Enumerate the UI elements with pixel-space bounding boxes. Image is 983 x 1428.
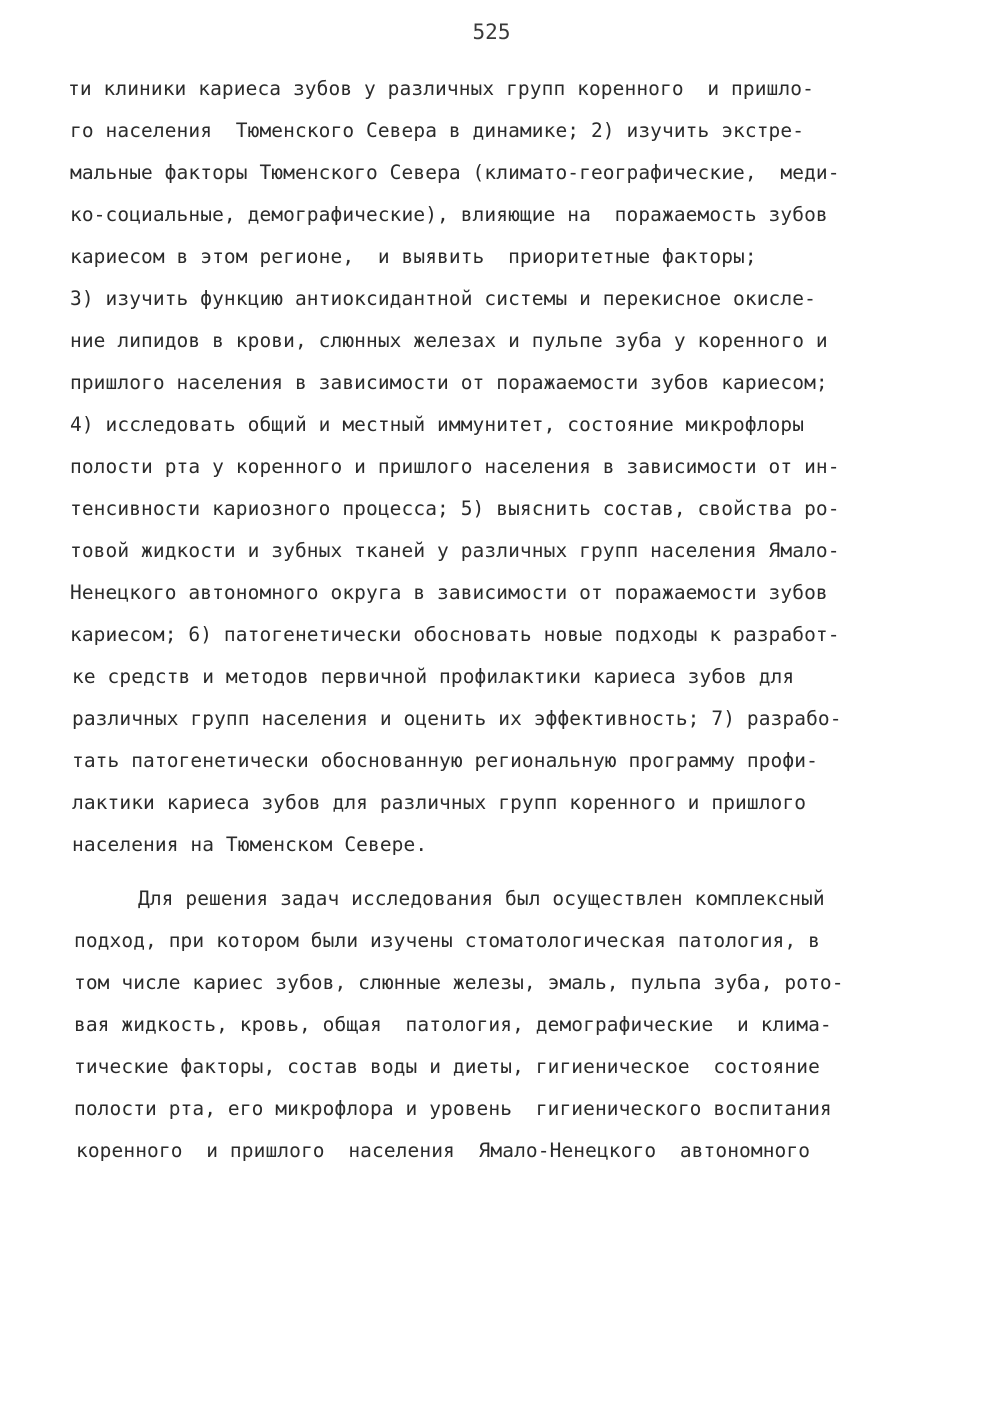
text-line: населения на Тюменском Севере. <box>72 833 428 856</box>
text-line: тать патогенетически обоснованную региональную программу профи- <box>72 749 818 772</box>
text-line: полости рта у коренного и пришлого населения в зависимости от ин- <box>70 455 840 478</box>
text-line: го населения Тюменского Севера в динамике; 2) изучить экстре- <box>70 119 805 142</box>
text-line: ке средств и методов первичной профилактики кариеса зубов для <box>72 665 795 688</box>
text-line: 4) исследовать общий и местный иммунитет, состояние микрофлоры <box>70 413 805 436</box>
text-line: полости рта, его микрофлора и уровень гигиенического воспитания <box>74 1097 832 1120</box>
text-line: пришлого населения в зависимости от поражаемости зубов кариесом; <box>70 371 828 394</box>
text-line: вая жидкость, кровь, общая патология, демографические и клима- <box>74 1013 832 1036</box>
text-line: 3) изучить функцию антиоксидантной системы и перекисное окисле- <box>70 287 816 310</box>
page-number: 525 <box>472 20 511 44</box>
text-line: тические факторы, состав воды и диеты, гигиеническое состояние <box>74 1055 820 1078</box>
text-line: различных групп населения и оценить их эффективность; 7) разрабо- <box>72 707 842 730</box>
text-line: лактики кариеса зубов для различных групп коренного и пришлого <box>72 791 807 814</box>
text-line: мальные факторы Тюменского Севера (климато-географические, меди- <box>70 161 840 184</box>
text-line: том числе кариес зубов, слюнные железы, эмаль, пульпа зуба, рото- <box>74 971 844 994</box>
text-line: Ненецкого автономного округа в зависимости от поражаемости зубов <box>70 581 828 604</box>
text-line: ние липидов в крови, слюнных железах и пульпе зуба у коренного и <box>70 329 828 352</box>
text-line: товой жидкости и зубных тканей у различных групп населения Ямало- <box>70 539 840 562</box>
text-line: подход, при котором были изучены стоматологическая патология, в <box>74 929 820 952</box>
text-line: Для решения задач исследования был осуществлен комплексный <box>138 887 825 910</box>
text-line: коренного и пришлого населения Ямало-Ненецкого автономного <box>76 1139 811 1162</box>
text-line: кариесом в этом регионе, и выявить приоритетные факторы; <box>70 245 757 268</box>
text-line: тенсивности кариозного процесса; 5) выяснить состав, свойства ро- <box>70 497 840 520</box>
text-line: кариесом; 6) патогенетически обосновать новые подходы к разработ- <box>70 623 840 646</box>
text-line: ко-социальные, демографические), влияющие на поражаемость зубов <box>70 203 828 226</box>
text-line: ти клиники кариеса зубов у различных групп коренного и пришло- <box>68 77 814 100</box>
